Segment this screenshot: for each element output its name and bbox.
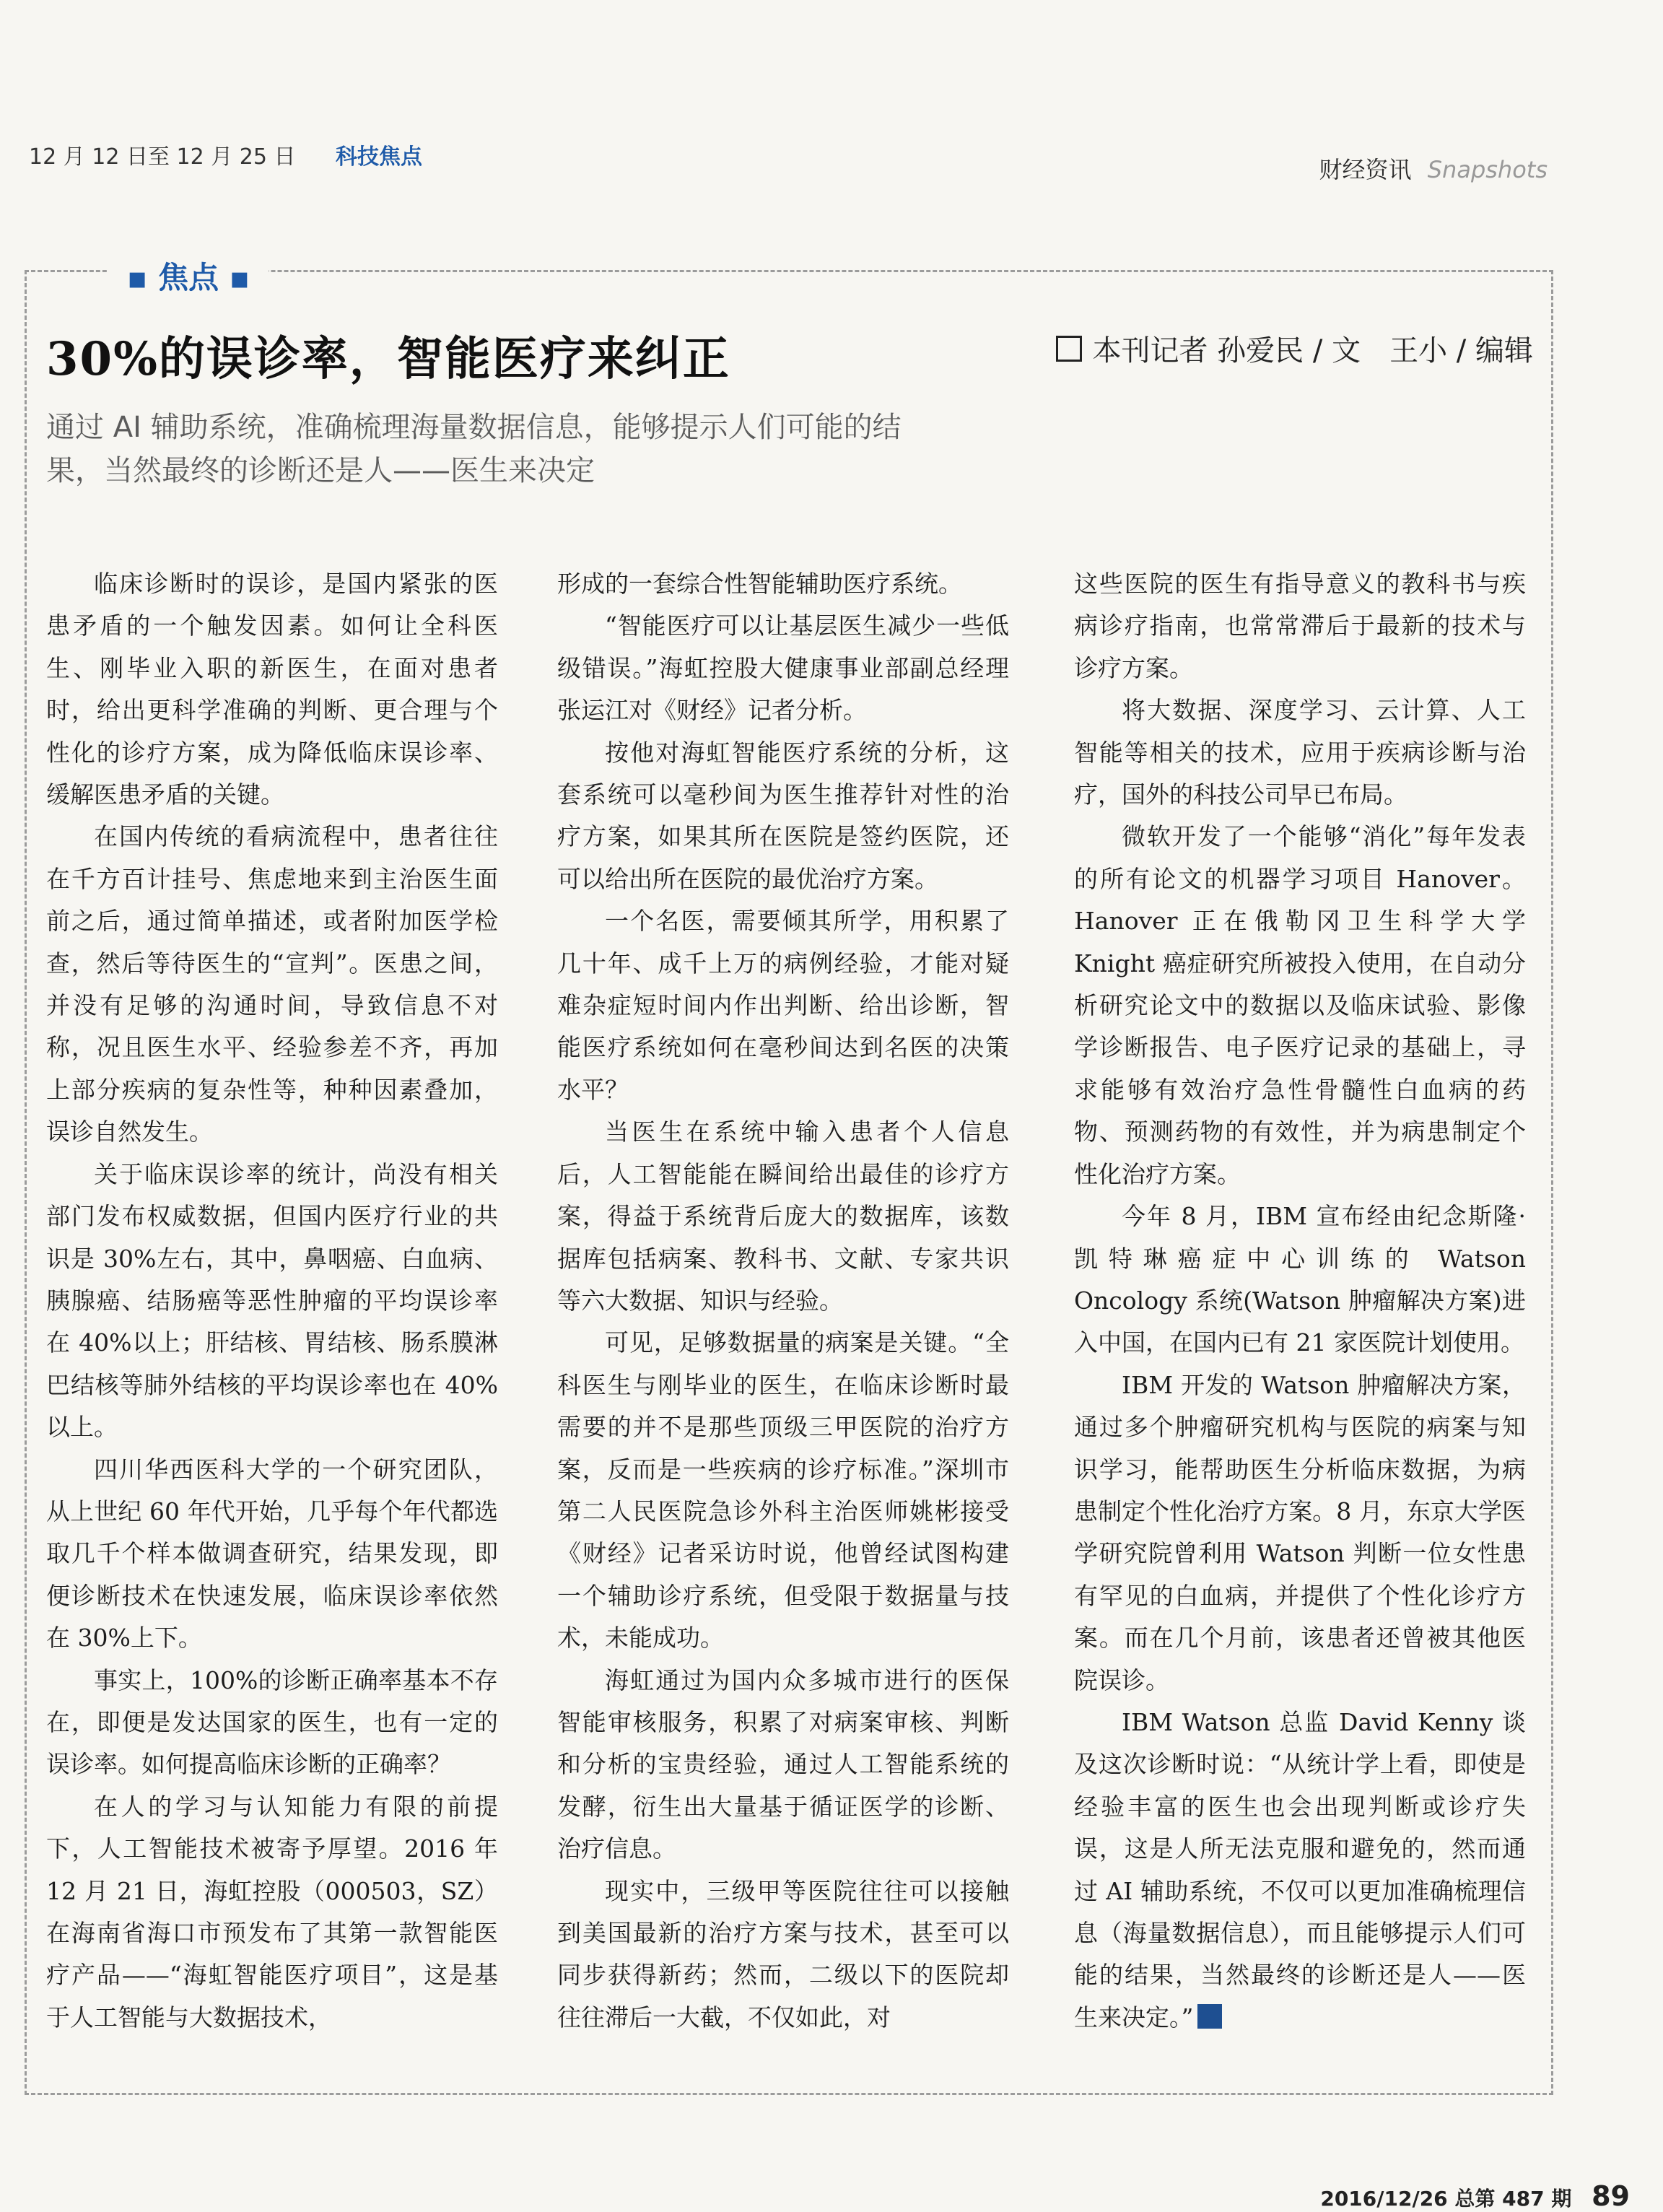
paragraph: 在人的学习与认知能力有限的前提下，人工智能技术被寄予厚望。2016 年 12 月 21 日，海虹控股（000503，SZ）在海南省海口市预发布了其第一款智能医疗产品——“海虹智能医疗项目”，这是基于人工智能与大数据技术， xyxy=(46,1792,498,2032)
paragraph-text: IBM Watson 总监 David Kenny 谈及这次诊断时说：“从统计学上看，即使是经验丰富的医生也会出现判断或诊疗失误，这是人所无法克服和避免的，然而通过 AI 辅助系统，不仅可以更加准确梳理信息（海量数据信息），而且能够提示人们可能的结果，当然最终的诊断还是人——医生来决定。” xyxy=(1074,1707,1526,2032)
column-2 xyxy=(557,563,1009,2039)
issue-date-header xyxy=(29,139,422,170)
end-mark-icon xyxy=(1197,2004,1222,2029)
paragraph: 形成的一套综合性智能辅助医疗系统。 xyxy=(557,570,962,598)
column-1 xyxy=(46,563,498,2039)
date-range: 12 月 12 日至 12 月 25 日 xyxy=(29,144,296,170)
paragraph: IBM 开发的 Watson 肿瘤解决方案，通过多个肿瘤研究机构与医院的病案与知识学习，能帮助医生分析临床数据，为病患制定个性化治疗方案。8 月，东京大学医学研究院曾利用 Watson 判断一位女性患有罕见的白血病，并提供了个性化诊疗方案。而在几个月前，该患者还曾被其他医院误诊。 xyxy=(1074,1370,1526,1694)
byline-text: 本刊记者 孙爱民 / 文 王小 / 编辑 xyxy=(1092,334,1533,367)
paragraph: 事实上，100%的诊断正确率基本不存在，即便是发达国家的医生，也有一定的误诊率。如何提高临床诊断的正确率？ xyxy=(46,1665,498,1779)
focus-label: ▪ 焦点 ▪ xyxy=(108,254,269,297)
paragraph: 今年 8 月，IBM 宣布经由纪念斯隆·凯特琳癌症中心训练的 Watson Oncology 系统(Watson 肿瘤解决方案)进入中国，在国内已有 21 家医院计划使用。 xyxy=(1074,1202,1526,1357)
paragraph: 当医生在系统中输入患者个人信息后，人工智能能在瞬间给出最佳的诊疗方案，得益于系统背后庞大的数据库，该数据库包括病案、教科书、文献、专家共识等六大数据、知识与经验。 xyxy=(557,1118,1009,1315)
section-label: 科技焦点 xyxy=(336,144,422,170)
paragraph: 按他对海虹智能医疗系统的分析，这套系统可以毫秒间为医生推荐针对性的治疗方案，如果其所在医院是签约医院，还可以给出所在医院的最优治疗方案。 xyxy=(557,738,1009,893)
paragraph: 关于临床误诊率的统计，尚没有相关部门发布权威数据，但国内医疗行业的共识是 30%左右，其中，鼻咽癌、白血病、胰腺癌、结肠癌等恶性肿瘤的平均误诊率在 40%以上；肝结核、胃结核、肠系膜淋巴结核等肺外结核的平均误诊率也在 40%以上。 xyxy=(46,1159,498,1442)
issue-info: 2016/12/26 总第 487 期 xyxy=(1320,2187,1572,2211)
page-number: 89 xyxy=(1592,2180,1630,2212)
article-title: 30%的误诊率，智能医疗来纠正 xyxy=(46,332,730,386)
paragraph: 将大数据、深度学习、云计算、人工智能等相关的技术，应用于疾病诊断与治疗，国外的科技公司早已布局。 xyxy=(1074,696,1526,809)
column-3 xyxy=(1074,563,1526,2039)
paragraph: 四川华西医科大学的一个研究团队，从上世纪 60 年代开始，几乎每个年代都选取几千个样本做调查研究，结果发现，即便诊断技术在快速发展，临床误诊率依然在 30%上下。 xyxy=(46,1455,498,1653)
paragraph: 一个名医，需要倾其所学，用积累了几十年、成千上万的病例经验，才能对疑难杂症短时间内作出判断、给出诊断，智能医疗系统如何在毫秒间达到名医的决策水平？ xyxy=(557,907,1009,1104)
paragraph: 可见，足够数据量的病案是关键。“全科医生与刚毕业的医生，在临床诊断时最需要的并不是那些顶级三甲医院的治疗方案，反而是一些疾病的诊疗标准。”深圳市第二人民医院急诊外科主治医师姚彬接受《财经》记者采访时说，他曾经试图构建一个辅助诊疗系统，但受限于数据量与技术，未能成功。 xyxy=(557,1328,1009,1653)
paragraph: 在国内传统的看病流程中，患者往往在千方百计挂号、焦虑地来到主治医生面前之后，通过简单描述，或者附加医学检查，然后等待医生的“宣判”。医患之间，并没有足够的沟通时间，导致信息不对称，况且医生水平、经验参差不齐，再加上部分疾病的复杂性等，种种因素叠加，误诊自然发生。 xyxy=(46,822,498,1146)
column-header xyxy=(1319,152,1548,185)
column-cn: 财经资讯 xyxy=(1319,156,1412,183)
paragraph: “智能医疗可以让基层医生减少一些低级错误。”海虹控股大健康事业部副总经理张运江对《财经》记者分析。 xyxy=(557,611,1009,725)
paragraph: 这些医院的医生有指导意义的教科书与疾病诊疗指南，也常常滞后于最新的技术与诊疗方案。 xyxy=(1074,570,1526,682)
byline xyxy=(1056,328,1533,369)
paragraph: 海虹通过为国内众多城市进行的医保智能审核服务，积累了对病案审核、判断和分析的宝贵经验，通过人工智能系统的发酵，衍生出大量基于循证医学的诊断、治疗信息。 xyxy=(557,1665,1009,1863)
paragraph: 现实中，三级甲等医院往往可以接触到美国最新的治疗方案与技术，甚至可以同步获得新药；然而，二级以下的医院却往往滞后一大截，不仅如此，对 xyxy=(557,1876,1009,2032)
column-en: Snapshots xyxy=(1427,156,1548,183)
article-subtitle: 通过 AI 辅助系统，准确梳理海量数据信息，能够提示人们可能的结果，当然最终的诊断还是人——医生来决定 xyxy=(46,411,902,487)
page-footer xyxy=(1320,2180,1630,2212)
paragraph: 微软开发了一个能够“消化”每年发表的所有论文的机器学习项目 Hanover。Hanover 正在俄勒冈卫生科学大学 Knight 癌症研究所被投入使用，在自动分析研究论文中的数据以及临床试验、影像学诊断报告、电子医疗记录的基础上，寻求能够有效治疗急性骨髓性白血病的药物、预测药物的有效性，并为病患制定个性化治疗方案。 xyxy=(1074,822,1526,1188)
paragraph: 临床诊断时的误诊，是国内紧张的医患矛盾的一个触发因素。如何让全科医生、刚毕业入职的新医生，在面对患者时，给出更科学准确的判断、更合理与个性化的诊疗方案，成为降低临床误诊率、缓解医患矛盾的关键。 xyxy=(46,570,498,809)
square-icon xyxy=(1056,336,1082,362)
paragraph xyxy=(1074,1702,1526,2039)
